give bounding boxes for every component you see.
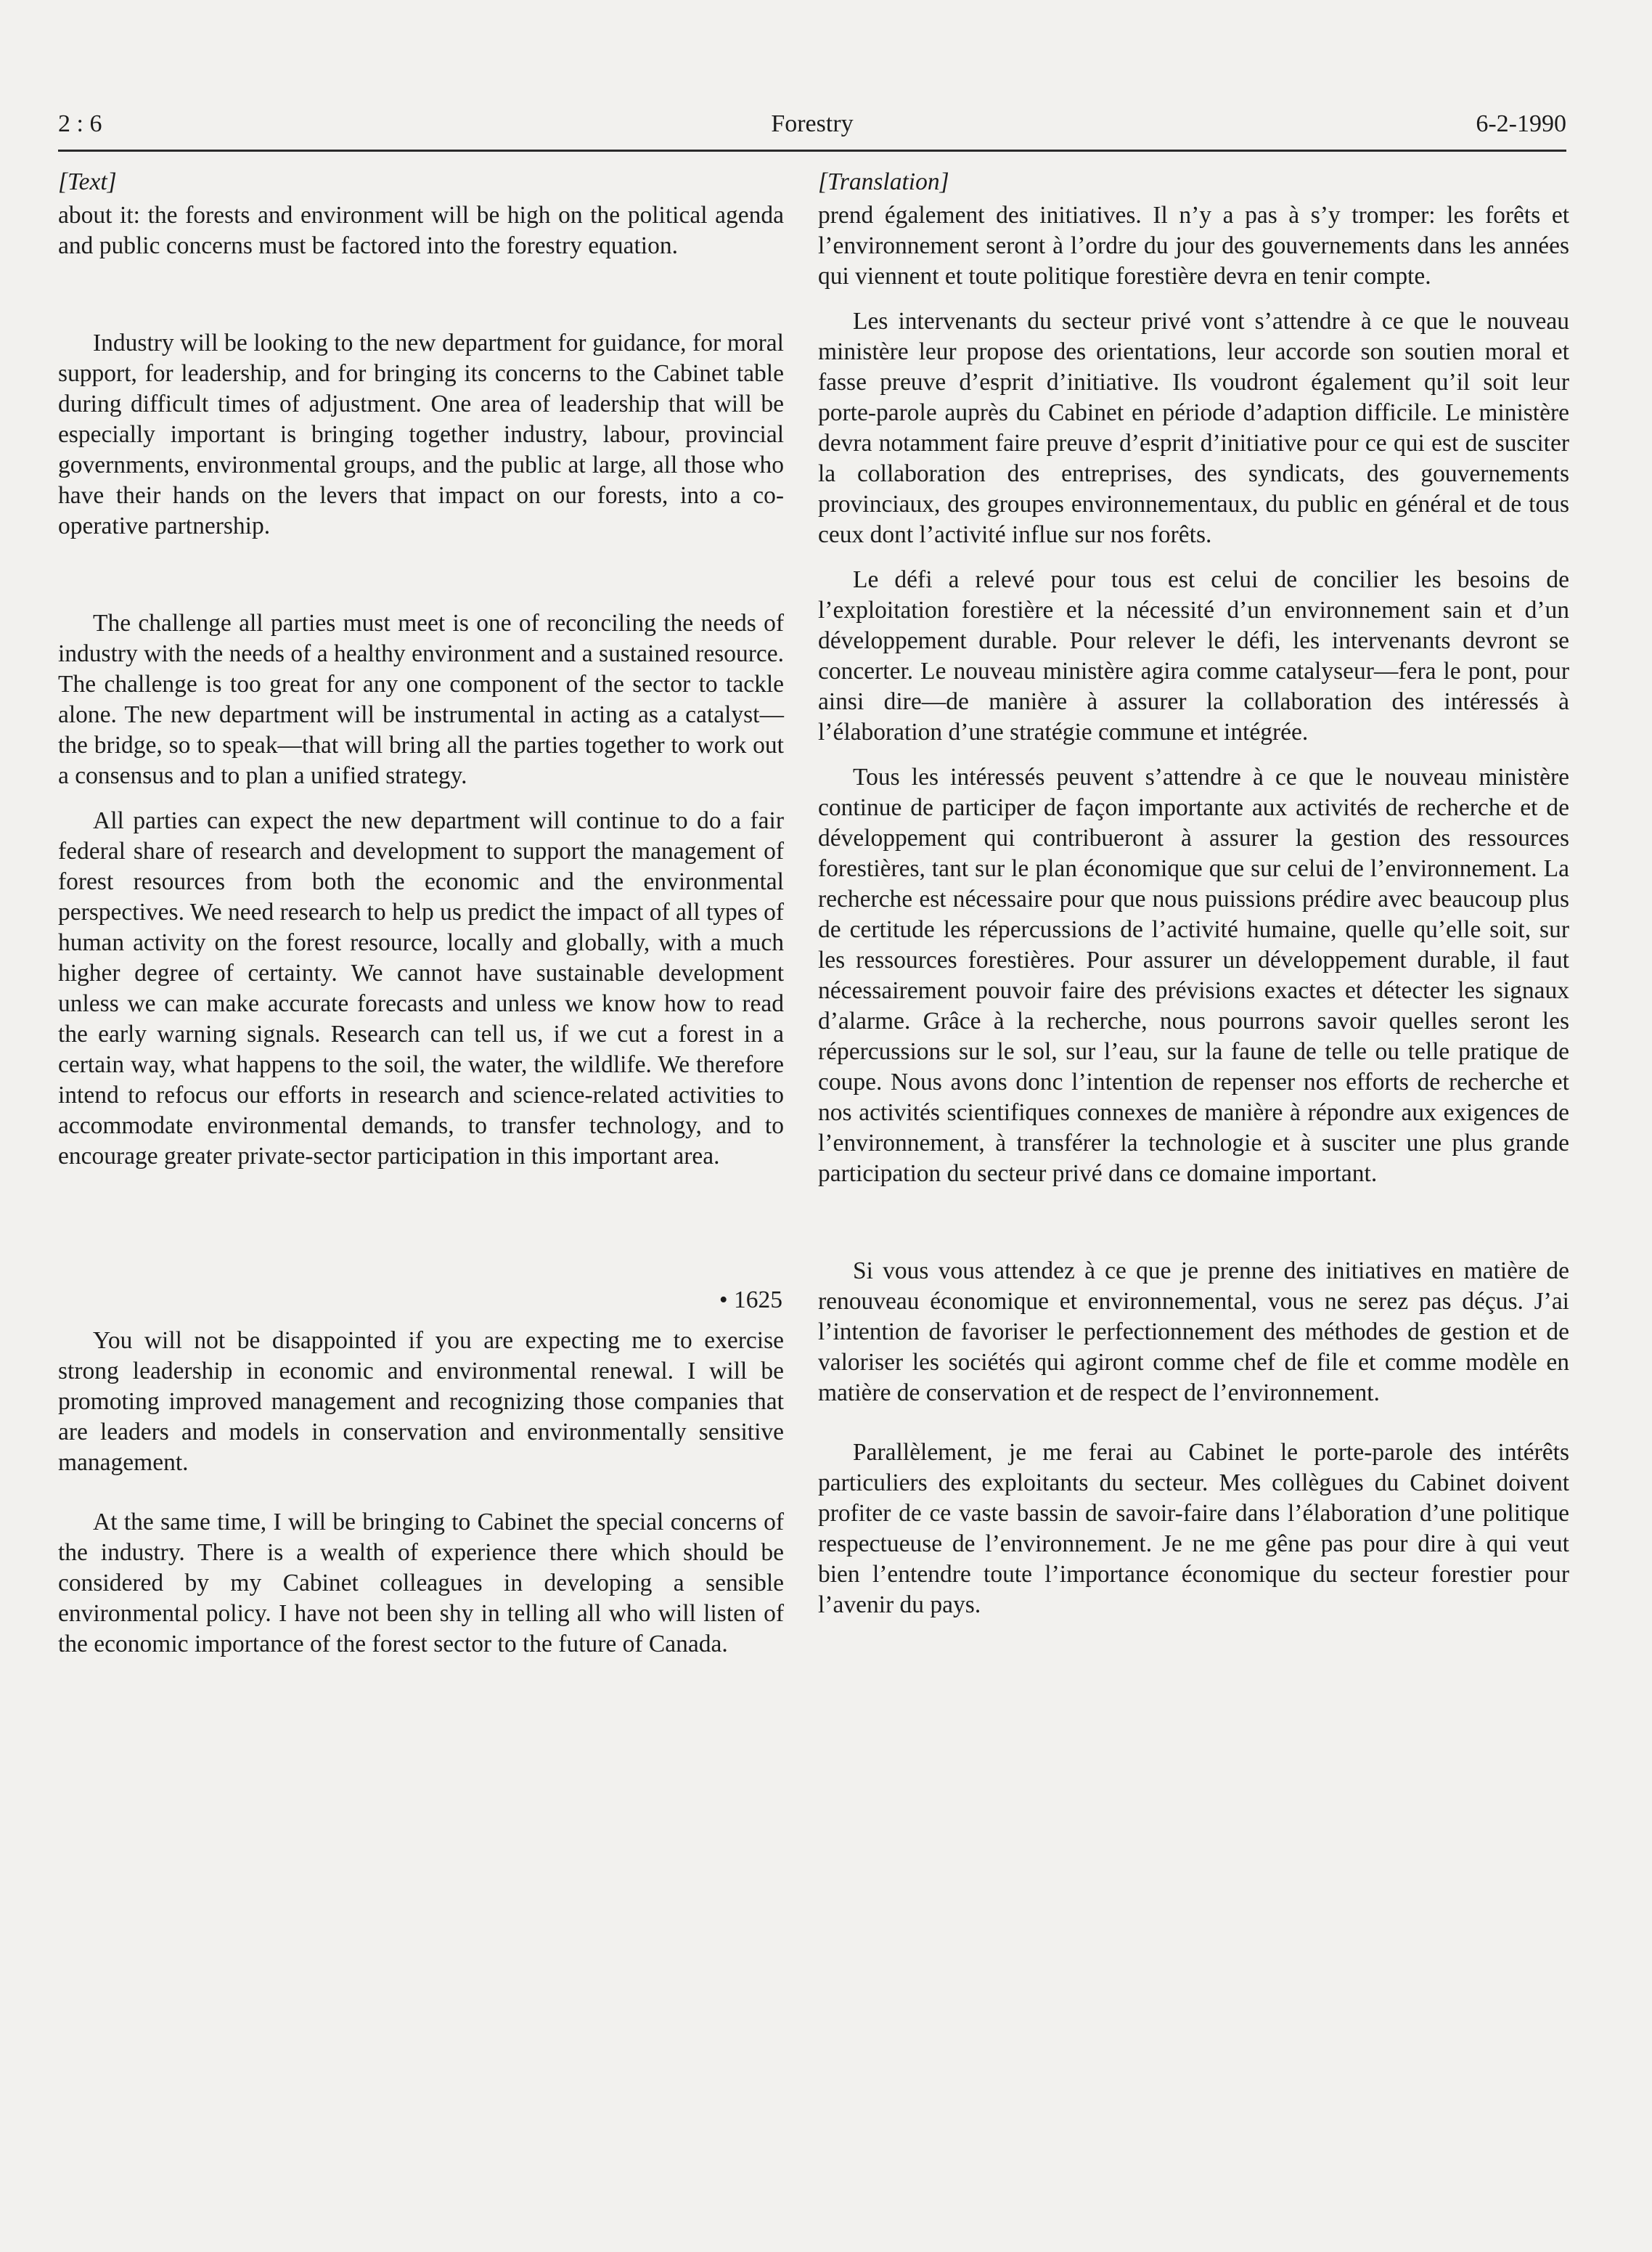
time-marker: • 1625 <box>719 1286 782 1313</box>
page-header <box>58 110 1566 152</box>
paragraph: At the same time, I will be bringing to Cabinet the special concerns of the industry. There is a wealth of experience there which should be considered by my Cabinet colleagues in developing a sensible environmental policy. I have not been shy in telling all who will listen of the economic importance of the forest sector to the future of Canada. <box>58 1509 784 1657</box>
paragraph: Le défi a relevé pour tous est celui de concilier les besoins de l’exploitation forestière et la nécessité d’un environnement sain et d’un développement durable. Pour relever le défi, les intervenants devront se concerter. Le nouveau ministère agira comme catalyseur—fera le pont, pour ainsi dire—de manière à assurer la collaboration des intéressés à l’élaboration d’une stratégie commune et intégrée. <box>818 566 1569 746</box>
paragraph: All parties can expect the new department will continue to do a fair federal share of research and development to support the management of forest resources from both the economic and the environmental perspectives. We need research to help us predict the impact of all types of human activity on the forest resource, locally and globally, with a much higher degree of certainty. We cannot have sustainable development unless we can make accurate forecasts and unless we know how to read the early warning signals. Research can tell us, if we cut a forest in a certain way, what happens to the soil, the water, the wildlife. We therefore intend to refocus our efforts in research and science-related activities to accommodate environmental demands, to transfer technology, and to encourage greater private-sector participation in this important area. <box>58 807 784 1170</box>
paragraph: prend également des initiatives. Il n’y a pas à s’y tromper: les forêts et l’environnement seront à l’ordre du jour des gouvernements dans les années qui viennent et toute politique forestière devra en tenir compte. <box>818 202 1569 290</box>
french-column <box>818 167 1569 1620</box>
column-label-text: [Text] <box>58 168 117 195</box>
running-title: Forestry <box>771 110 854 137</box>
paragraph: The challenge all parties must meet is one of reconciling the needs of industry with the needs of a healthy environment and a sustained resource. The challenge is too great for any one component of the sector to tackle alone. The new department will be instrumental in acting as a catalyst—the bridge, so to speak—that will bring all the parties together to work out a consensus and to plan a unified strategy. <box>58 610 784 789</box>
page-number: 2 : 6 <box>58 110 102 137</box>
paragraph: Si vous vous attendez à ce que je prenne des initiatives en matière de renouveau économique et environnemental, vous ne serez pas déçus. J’ai l’intention de favoriser le perfectionnement des méthodes de gestion et de valoriser les sociétés qui agiront comme chef de file et comme modèle en matière de conservation et de respect de l’environnement. <box>818 1257 1569 1406</box>
column-label-translation: [Translation] <box>818 168 949 195</box>
paragraph: You will not be disappointed if you are expecting me to exercise strong leadership in economic and environmental renewal. I will be promoting improved management and recognizing those companies that are leaders and models in conservation and environmentally sensitive management. <box>58 1327 784 1476</box>
paragraph: Parallèlement, je me ferai au Cabinet le porte-parole des intérêts particuliers des exploitants du secteur. Mes collègues du Cabinet doivent profiter de ce vaste bassin de savoir-faire dans l’élaboration d’une politique respectueuse de l’environnement. Je ne me gêne pas pour dire à qui veut bien l’entendre toute l’importance économique du secteur forestier pour l’avenir du pays. <box>818 1439 1569 1618</box>
header-date: 6-2-1990 <box>1476 110 1566 137</box>
paragraph: Tous les intéressés peuvent s’attendre à ce que le nouveau ministère continue de participer de façon importante aux activités de recherche et de développement qui contribueront à assurer la gestion des ressources forestières, tant sur le plan économique que sur celui de l’environnement. La recherche est nécessaire pour que nous puissions prédire avec beaucoup plus de certitude les répercussions de l’activité humaine, quelle qu’elle soit, sur les ressources forestières. Pour assurer un développement durable, il faut nécessairement pouvoir faire des prévisions exactes et détecter les signaux d’alarme. Grâce à la recherche, nous pourrons savoir quelles seront les répercussions sur le sol, sur l’eau, sur la faune de telle ou telle pratique de coupe. Nous avons donc l’intention de repenser nos efforts de recherche et nos activités scientifiques connexes de manière à répondre aux exigences de l’environnement, à transférer la technologie et à susciter une plus grande participation du secteur privé dans ce domaine important. <box>818 764 1569 1187</box>
paragraph: about it: the forests and environment will be high on the political agenda and public concerns must be factored into the forestry equation. <box>58 202 784 259</box>
english-column <box>58 167 784 1660</box>
paragraph: Les intervenants du secteur privé vont s’attendre à ce que le nouveau ministère leur propose des orientations, leur accorde son soutien moral et fasse preuve d’esprit d’initiative. Ils voudront également qu’il soit leur porte-parole auprès du Cabinet en période d’adaption difficile. Le ministère devra notamment faire preuve d’esprit d’initiative pour ce qui est de susciter la collaboration des entreprises, des syndicats, des gouvernements provinciaux, des groupes environnementaux, du public en général et de tous ceux dont l’activité influe sur nos forêts. <box>818 308 1569 548</box>
paragraph: Industry will be looking to the new department for guidance, for moral support, for leadership, and for bringing its concerns to the Cabinet table during difficult times of adjustment. One area of leadership that will be especially important is bringing together industry, labour, provincial governments, environmental groups, and the public at large, all those who have their hands on the levers that impact on our forests, into a co-operative partnership. <box>58 330 784 539</box>
